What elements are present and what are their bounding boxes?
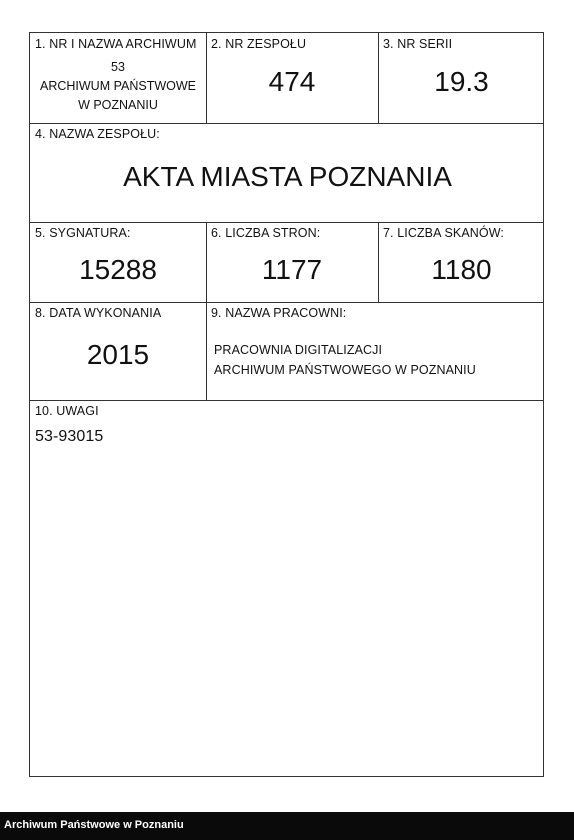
remarks-cell [30, 400, 545, 778]
signature-value: 15288 [79, 254, 157, 285]
signature-cell [30, 222, 206, 302]
archive-name-line2: W POZNANIU [78, 98, 158, 112]
footer-bar [0, 812, 574, 840]
metadata-card [29, 32, 544, 777]
date-cell [30, 302, 206, 400]
workshop-line1: PRACOWNIA DIGITALIZACJI [214, 343, 383, 357]
archive-name-line1: ARCHIWUM PAŃSTWOWE [39, 79, 196, 93]
fond-number-cell [206, 33, 378, 123]
fond-number-value: 474 [268, 66, 316, 97]
fond-name-value: AKTA MIASTA POZNANIA [123, 161, 452, 192]
fond-name-cell [30, 123, 545, 222]
remarks-label: 10. UWAGI [35, 404, 99, 418]
workshop-label: 9. NAZWA PRACOWNI: [211, 306, 347, 320]
workshop-cell [206, 302, 545, 400]
pages-label: 6. LICZBA STRON: [211, 226, 321, 240]
signature-label: 5. SYGNATURA: [35, 226, 131, 240]
remarks-value: 53-93015 [35, 428, 104, 445]
scans-value: 1180 [431, 254, 492, 285]
date-value: 2015 [86, 339, 150, 370]
fond-name-label: 4. NAZWA ZESPOŁU: [35, 127, 160, 141]
series-number-value: 19.3 [434, 66, 489, 97]
fond-number-label: 2. NR ZESPOŁU [211, 37, 307, 51]
archive-cell [30, 33, 206, 123]
archive-label: 1. NR I NAZWA ARCHIWUM [35, 37, 197, 51]
pages-value: 1177 [261, 254, 323, 285]
workshop-line2: ARCHIWUM PAŃSTWOWEGO W POZNANIU [214, 363, 476, 377]
footer-text: Archiwum Państwowe w Poznaniu [4, 819, 184, 831]
pages-cell [206, 222, 378, 302]
scans-cell [378, 222, 545, 302]
date-label: 8. DATA WYKONANIA [35, 306, 162, 320]
scans-label: 7. LICZBA SKANÓW: [383, 226, 504, 240]
series-number-cell [378, 33, 545, 123]
archive-number: 53 [111, 60, 125, 74]
series-number-label: 3. NR SERII [383, 37, 453, 51]
